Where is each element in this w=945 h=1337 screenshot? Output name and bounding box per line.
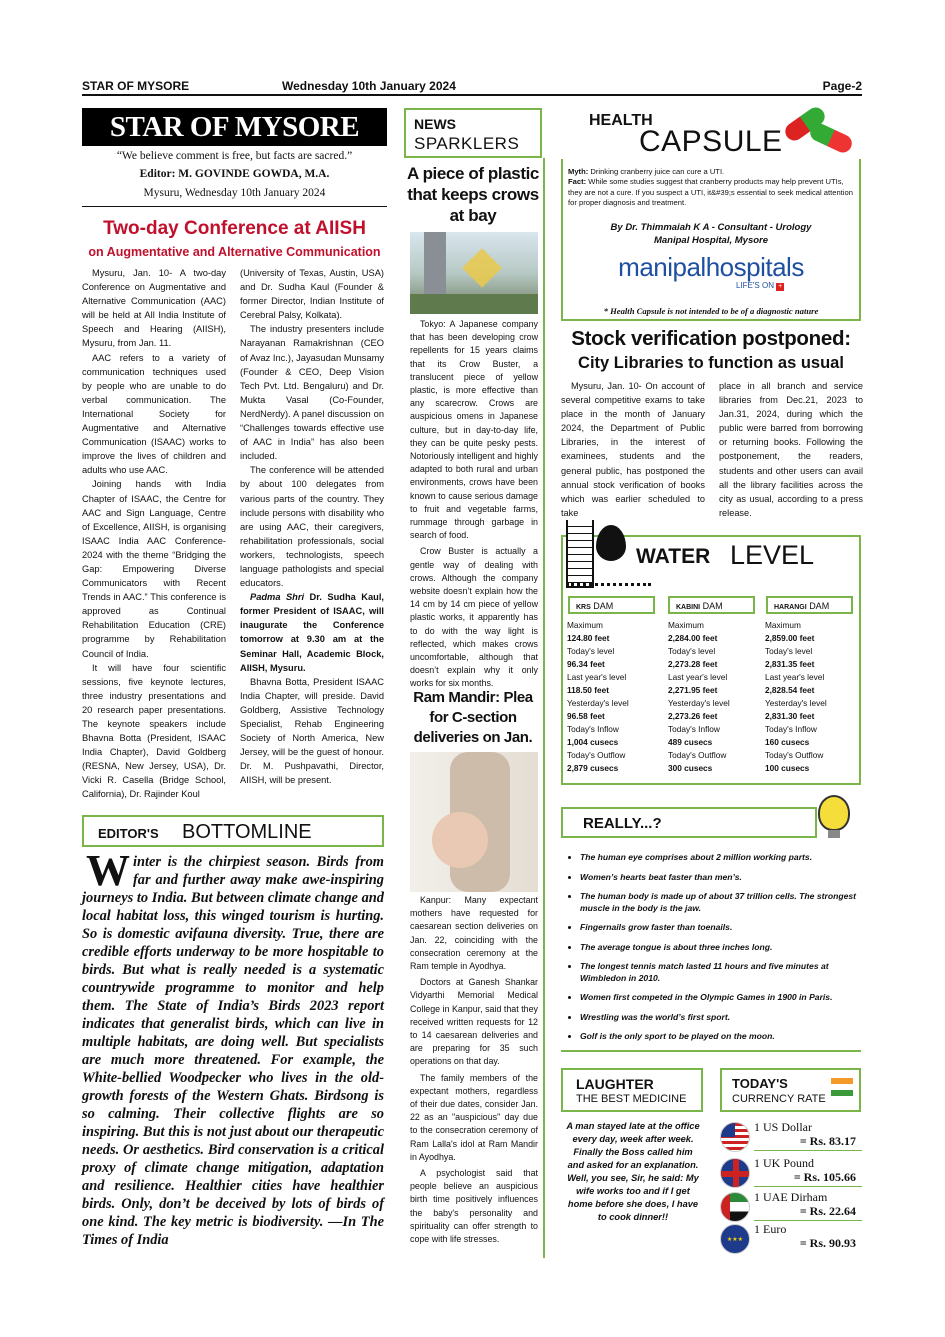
myth-text: Drinking cranberry juice can cure a UTI. <box>590 167 725 176</box>
sparklers-story2-headline: Ram Mandir: Plea for C-section deliveries on Jan. <box>413 689 533 746</box>
aiish-column-2 <box>240 266 384 787</box>
pregnant-woman-photo <box>410 752 538 892</box>
yesterday-label: Yesterday's level <box>668 698 730 708</box>
water-title-bold: WATER <box>636 545 711 568</box>
harangi-yesterday: 2,831.30 feet <box>765 711 815 721</box>
rate-value: = Rs. 83.17 <box>799 1134 856 1148</box>
aiish-paragraph: (University of Texas, Austin, USA) and Dr. Sudha Kaul (Founder & former Director, Indian Institute of Cerebral Palsy, Kolkata). <box>240 268 384 321</box>
rate-currency: 1 UK Pound <box>754 1156 815 1170</box>
header-paper-name: STAR OF MYSORE <box>82 79 190 93</box>
last-year-label: Last year's level <box>567 672 627 682</box>
list-item: • Women’s hearts beat faster than men’s. <box>580 872 860 884</box>
harangi-outflow: 100 cusecs <box>765 763 810 773</box>
list-item: • Wrestling was the world’s first sport. <box>580 1012 860 1024</box>
header-page-number: Page-2 <box>822 79 862 93</box>
aiish-paragraph-bold <box>240 590 384 675</box>
health-byline-doctor: By Dr. Thimmaiah K A - Consultant - Urology <box>610 222 812 233</box>
rate-currency: 1 US Dollar <box>754 1120 812 1134</box>
rate-row-gbp <box>720 1156 862 1188</box>
myth-label: Myth: <box>568 167 589 176</box>
masthead-editor: Editor: M. GOVINDE GOWDA, M.A. <box>139 168 330 180</box>
kabini-dam-readings <box>668 619 764 775</box>
health-byline-hospital: Manipal Hospital, Mysore <box>653 234 769 246</box>
rate-value: = Rs. 22.64 <box>799 1204 856 1218</box>
uae-flag-band <box>721 1193 730 1222</box>
sparklers-paragraph: Kanpur: Many expectant mothers have requested for caesarean section deliveries on Jan. 22, coinciding with the consecration ceremony at the Ram temple in Ayodhya. <box>410 895 538 972</box>
stock-column-2 <box>719 379 863 520</box>
health-disclaimer: * Health Capsule is not intended to be of a diagnostic nature <box>603 306 819 316</box>
currency-tab-light: CURRENCY RATE <box>732 1093 826 1105</box>
stock-column-1 <box>561 379 705 520</box>
sparklers-paragraph: The family members of the expectant mothers, regardless of their due dates, consider Jan. 22 as an "auspicious" day due to the consecration ceremony of Ram Lalla's idol at Ram Mandir in Ayodhya. <box>410 1072 538 1162</box>
kabini-yesterday: 2,273.26 feet <box>668 711 718 721</box>
rate-value: = Rs. 90.93 <box>799 1236 856 1250</box>
aiish-paragraph: Joining hands with India Chapter of ISAAC, the Centre for AAC and Sign Language, Centre of Excellence, AIISH, is organising ISAAC India AAC Conference-2024 with the theme “Bridging the Gap: Empowering Diverse Communicators with Recent Trends in AAC.” This conference is approved as Continual Rehabilitation Education (CRE) programme by Rehabilitation Council of India. <box>82 479 226 659</box>
aiish-paragraph: Mysuru, Jan. 10- A two-day Conference on Augmentative and Alternative Communication (AAC) will be held at All India Institute of Speech and Hearing (AIISH), Mysuru, from Jan. 11. <box>82 268 226 349</box>
health-tab <box>561 103 861 159</box>
krs-last-year: 118.50 feet <box>567 685 609 695</box>
krs-dam-readings <box>567 619 663 775</box>
rate-currency: 1 UAE Dirham <box>754 1190 828 1204</box>
masthead-divider <box>82 206 387 207</box>
really-tab-text: REALLY...? <box>583 815 662 832</box>
list-item: • The average tongue is about three inches long. <box>580 942 860 954</box>
health-byline <box>561 222 861 247</box>
harangi-today: 2,831.35 feet <box>765 659 815 669</box>
stock-paragraph: Mysuru, Jan. 10- On account of several competitive exams to take place in the month of January 2024, the Department of Public Libraries, in the interest of examinees, students and the general public, has postponed the annual stock verification of books which was earlier scheduled to take <box>561 381 705 518</box>
harangi-tag-bold: HARANGI <box>774 604 807 611</box>
rate-currency: 1 Euro <box>754 1222 787 1236</box>
sparklers-paragraph: Tokyo: A Japanese company that has been developing crow repellents for 15 years claims that its Crow Buster, a translucent piece of yellow plastic, is more effective than any scarecrow. Crows are auspicious omens in Japanese culture, but in day-to-day life, they can be quite pesky pests. Notoriously intelligent and highly adapted to both rural and urban environments, crows have been known to cause serious damage to fruit and vegetable farms, rummage through garbage in search of food. <box>410 319 538 541</box>
rate-row-aed <box>720 1190 862 1222</box>
yesterday-label: Yesterday's level <box>765 698 827 708</box>
header-date: Wednesday 10th January 2024 <box>282 79 456 93</box>
editorial-text <box>82 846 384 1249</box>
health-tab-bold: HEALTH <box>589 112 653 129</box>
masthead-dateline: Mysuru, Wednesday 10th January 2024 <box>143 187 326 199</box>
krs-outflow: 2,879 cusecs <box>567 763 619 773</box>
sparklers-tab <box>404 108 542 158</box>
list-item: • Fingernails grow faster than toenails. <box>580 922 860 934</box>
really-list <box>580 852 860 1051</box>
stock-paragraph: place in all branch and service libraries from Dec.21, 2023 to Jan.31, 2024, during which the public were barred from borrowing or returning books. Following the postponement, the readers, students and other users can avail all the library facilities across the city as usual, according to a press release. <box>719 381 863 518</box>
currency-tab <box>720 1068 861 1112</box>
water-wave-icon <box>566 578 651 586</box>
laughter-tab-light: THE BEST MEDICINE <box>576 1093 687 1105</box>
max-label: Maximum <box>567 620 603 630</box>
uk-flag-cross <box>721 1171 750 1177</box>
kabini-inflow: 489 cusecs <box>668 737 713 747</box>
kabini-last-year: 2,271.95 feet <box>668 685 718 695</box>
really-bottom-rule <box>561 1050 861 1052</box>
sparklers-right-rule <box>543 158 545 1258</box>
kabini-max: 2,284.00 feet <box>668 633 718 643</box>
sparklers-paragraph: Crow Buster is actually a gentle way of dealing with crows. Although the company website doesn’t explain how the 14 cm by 14 cm piece of yellow plastic works, it apparently has to do with the way light is reflected, which makes crows uncomfortable, although that doesn’t explain why it only works for six months. <box>410 546 538 689</box>
list-item: • Women first competed in the Olympic Games in 1900 in Paris. <box>580 992 860 1004</box>
us-flag-icon <box>720 1122 750 1152</box>
laughter-tab-bold: LAUGHTER <box>576 1076 654 1092</box>
kabini-tag-bold: KABINI <box>676 604 701 611</box>
harangi-tag-text: DAM <box>809 601 830 611</box>
photo-foliage <box>410 294 538 314</box>
harangi-dam-tag <box>766 596 853 614</box>
logo-tagline-text: LIFE'S ON <box>736 281 774 290</box>
us-flag-canton <box>721 1123 735 1137</box>
editorial-tab <box>82 815 384 847</box>
rate-rule <box>754 1150 862 1151</box>
list-item: • The human body is made up of about 37 trillion cells. The strongest muscle in the body is the jaw. <box>580 891 860 914</box>
cross-icon: + <box>778 283 783 290</box>
krs-max: 124.80 feet <box>567 633 610 643</box>
outflow-label: Today's Outflow <box>765 750 824 760</box>
currency-tab-bold: TODAY'S <box>732 1076 788 1091</box>
sparklers-story1-headline: A piece of plastic that keeps crows at bay <box>407 164 539 225</box>
today-label: Today's level <box>567 646 615 656</box>
max-label: Maximum <box>668 620 704 630</box>
laughter-tab <box>561 1068 703 1112</box>
krs-inflow: 1,004 cusecs <box>567 737 619 747</box>
inflow-label: Today's Inflow <box>765 724 817 734</box>
health-myth-fact <box>568 167 856 208</box>
masthead-motto: “We believe comment is free, but facts are sacred.” <box>116 150 353 162</box>
uk-flag-icon <box>720 1158 750 1188</box>
crow-buster-photo <box>410 232 538 314</box>
max-label: Maximum <box>765 620 801 630</box>
aiish-inauguration: Dr. Sudha Kaul, former President of ISAAC, will inaugurate the Conference tomorrow at 9.30 am at the Seminar Hall, Academic Block, AIISH, Mysuru. <box>240 592 384 673</box>
crow-buster-plastic <box>462 248 502 288</box>
sparklers-story2-text <box>410 894 538 1249</box>
sparklers-tab-light: SPARKLERS <box>414 134 520 153</box>
list-item: • The longest tennis match lasted 11 hours and five minutes at Wimbledon in 2010. <box>580 961 860 984</box>
kabini-tag-text: DAM <box>702 601 723 611</box>
india-flag-icon <box>831 1078 853 1096</box>
list-item: • The human eye comprises about 2 million working parts. <box>580 852 860 864</box>
list-item: • Golf is the only sport to be played on the moon. <box>580 1031 860 1043</box>
inflow-label: Today's Inflow <box>668 724 720 734</box>
really-tab <box>561 807 817 838</box>
rate-row-usd <box>720 1120 862 1152</box>
sparklers-paragraph: A psychologist said that people believe an auspicious birth time positively influences the baby's personality and spirituality can offer strength to cope with life stresses. <box>410 1168 538 1245</box>
manipal-logo: manipalhospitals <box>618 252 804 282</box>
aiish-subheadline: on Augmentative and Alternative Communication <box>88 245 381 259</box>
aiish-headline: Two-day Conference at AIISH <box>103 218 366 239</box>
water-title-light: LEVEL <box>730 540 815 570</box>
kabini-outflow: 300 cusecs <box>668 763 713 773</box>
rate-rule <box>754 1220 862 1221</box>
krs-tag-bold: KRS <box>576 604 591 611</box>
aiish-column-1 <box>82 266 226 802</box>
eu-flag-icon: ★★★ <box>720 1224 750 1254</box>
page-header <box>82 78 862 96</box>
yesterday-label: Yesterday's level <box>567 698 629 708</box>
kabini-today: 2,273.28 feet <box>668 659 718 669</box>
harangi-last-year: 2,828.54 feet <box>765 685 815 695</box>
harangi-dam-readings <box>765 619 861 775</box>
harangi-max: 2,859.00 feet <box>765 633 815 643</box>
sparklers-tab-bold: NEWS <box>414 116 456 132</box>
krs-dam-tag <box>568 596 655 614</box>
capsule-pill-icon <box>807 121 854 156</box>
today-label: Today's level <box>668 646 716 656</box>
lightbulb-icon <box>818 795 850 831</box>
kabini-dam-tag <box>668 596 755 614</box>
manipal-logo-tagline <box>736 281 784 291</box>
uae-flag-icon <box>720 1192 750 1222</box>
laughter-joke: A man stayed late at the office every day, week after week. Finally the Boss called him and asked for an explanation. Well, you see, Sir, he said: My wife works too and if I get home before she does, I have to cook dinner!! <box>566 1121 700 1222</box>
rate-rule <box>754 1186 862 1187</box>
sparklers-story1-text <box>410 318 538 694</box>
krs-today: 96.34 feet <box>567 659 605 669</box>
masthead-title: STAR OF MYSORE <box>82 108 387 146</box>
rate-value: = Rs. 105.66 <box>793 1170 856 1184</box>
outflow-label: Today's Outflow <box>567 750 626 760</box>
outflow-label: Today's Outflow <box>668 750 727 760</box>
aiish-paragraph: It will have four scientific sessions, five keynote lectures, three industry presentations and 20 research paper presentations. The keynote speakers include Bhavna Botta (President, ISAAC India Chapter), David Goldberg (RESNA, New Jersey, USA), Dr. Vicki R. Casella (Bridge School, California), Dr. Rajinder Koul <box>82 662 226 800</box>
today-label: Today's level <box>765 646 813 656</box>
krs-yesterday: 96.58 feet <box>567 711 605 721</box>
aiish-paragraph: Bhavna Botta, President ISAAC India Chapter, will preside. David Goldberg, Assistive Technology Specialist, Rehab Engineering Society of North America, New Jersey, will be the guest of honour. Dr. M. Pushpavathi, Director, AIISH, will be present. <box>240 676 384 786</box>
editorial-tab-bold: EDITOR'S <box>98 826 159 841</box>
inflow-label: Today's Inflow <box>567 724 619 734</box>
krs-tag-text: DAM <box>593 601 614 611</box>
aiish-paragraph: The conference will be attended by about 100 delegates from various parts of the country. They include persons with disability who are using AAC, their caregivers, rehabilitation professionals, social workers, technologists, speech language pathologists and special educators. <box>240 465 384 589</box>
stock-headline: Stock verification postponed: <box>571 327 851 350</box>
editorial-dropcap: W <box>86 846 130 895</box>
last-year-label: Last year's level <box>765 672 825 682</box>
sparklers-paragraph: Doctors at Ganesh Shankar Vidyarthi Memorial Medical College in Kanpur, said that they received written requests for 12 to 14 caesarean deliveries and are preparing for 35 such operations on that day. <box>410 977 538 1067</box>
last-year-label: Last year's level <box>668 672 728 682</box>
harangi-inflow: 160 cusecs <box>765 737 810 747</box>
photo-belly <box>432 812 488 868</box>
health-tab-light: CAPSULE <box>639 125 783 158</box>
aiish-paragraph: AAC refers to a variety of communication techniques used by people who are unable to do verbal communication. The International Society for Augmentative and Alternative Communication (ISAAC) works to improve the lives of children and adults who use AAC. <box>82 352 226 476</box>
rate-row-eur <box>720 1222 862 1254</box>
lightbulb-base-icon <box>828 830 840 838</box>
stock-subheadline: City Libraries to function as usual <box>578 354 844 372</box>
fact-text: While some studies suggest that cranberry products may help prevent UTIs, they are not a cure. If you suspect a UTI, it&#39;s essential to seek medical attention for proper diagnosis and treatment. <box>568 177 853 207</box>
aiish-paragraph: The industry presenters include Narayanan Ramakrishnan (CEO of Avaz Inc.), Jayasudan Munsamy (Founder & CEO, Deep Vision Tech Pvt. Ltd. Bengaluru) and Dr. Mukta Vasal (Co-Founder, NerdNerdy). A panel discussion on “Challenges towards effective use of AAC in India” has also been included. <box>240 324 385 462</box>
editorial-body: inter is the chirpiest season. Birds from far and further away make awe-inspiring journeys to India. But between climate change and local habitat loss, this winged tourism is hurting. So is domestic avifauna diversity. True, there are credible efforts underway to be more hospitable to birds. But what is really needed is a systematic countrywide programme to monitor and help them. The State of India’s Birds 2023 report indicates that generalist birds, which can live in multiple habitats, are doing well. But specialists are much more threatened. For example, the White-bellied Woodpecker who lives in the old-growth forests of the Western Ghats. Birdsong is so calming. Their collective flights are so inspiring. But this is not just about our therapeutic needs. Or aesthetics. Bird conservation is a critical proxy of climate change mitigation, adaptation and resilience. Healthier cities have healthier birds. Only, don’t be deceived by lots of birds of one kind. The key metric is biodiversity. —In The Times of India <box>82 854 384 1248</box>
water-drop-icon <box>596 525 626 561</box>
fact-label: Fact: <box>568 177 587 187</box>
aiish-padma: Padma Shri <box>250 592 305 603</box>
editorial-tab-light: BOTTOMLINE <box>182 821 312 843</box>
